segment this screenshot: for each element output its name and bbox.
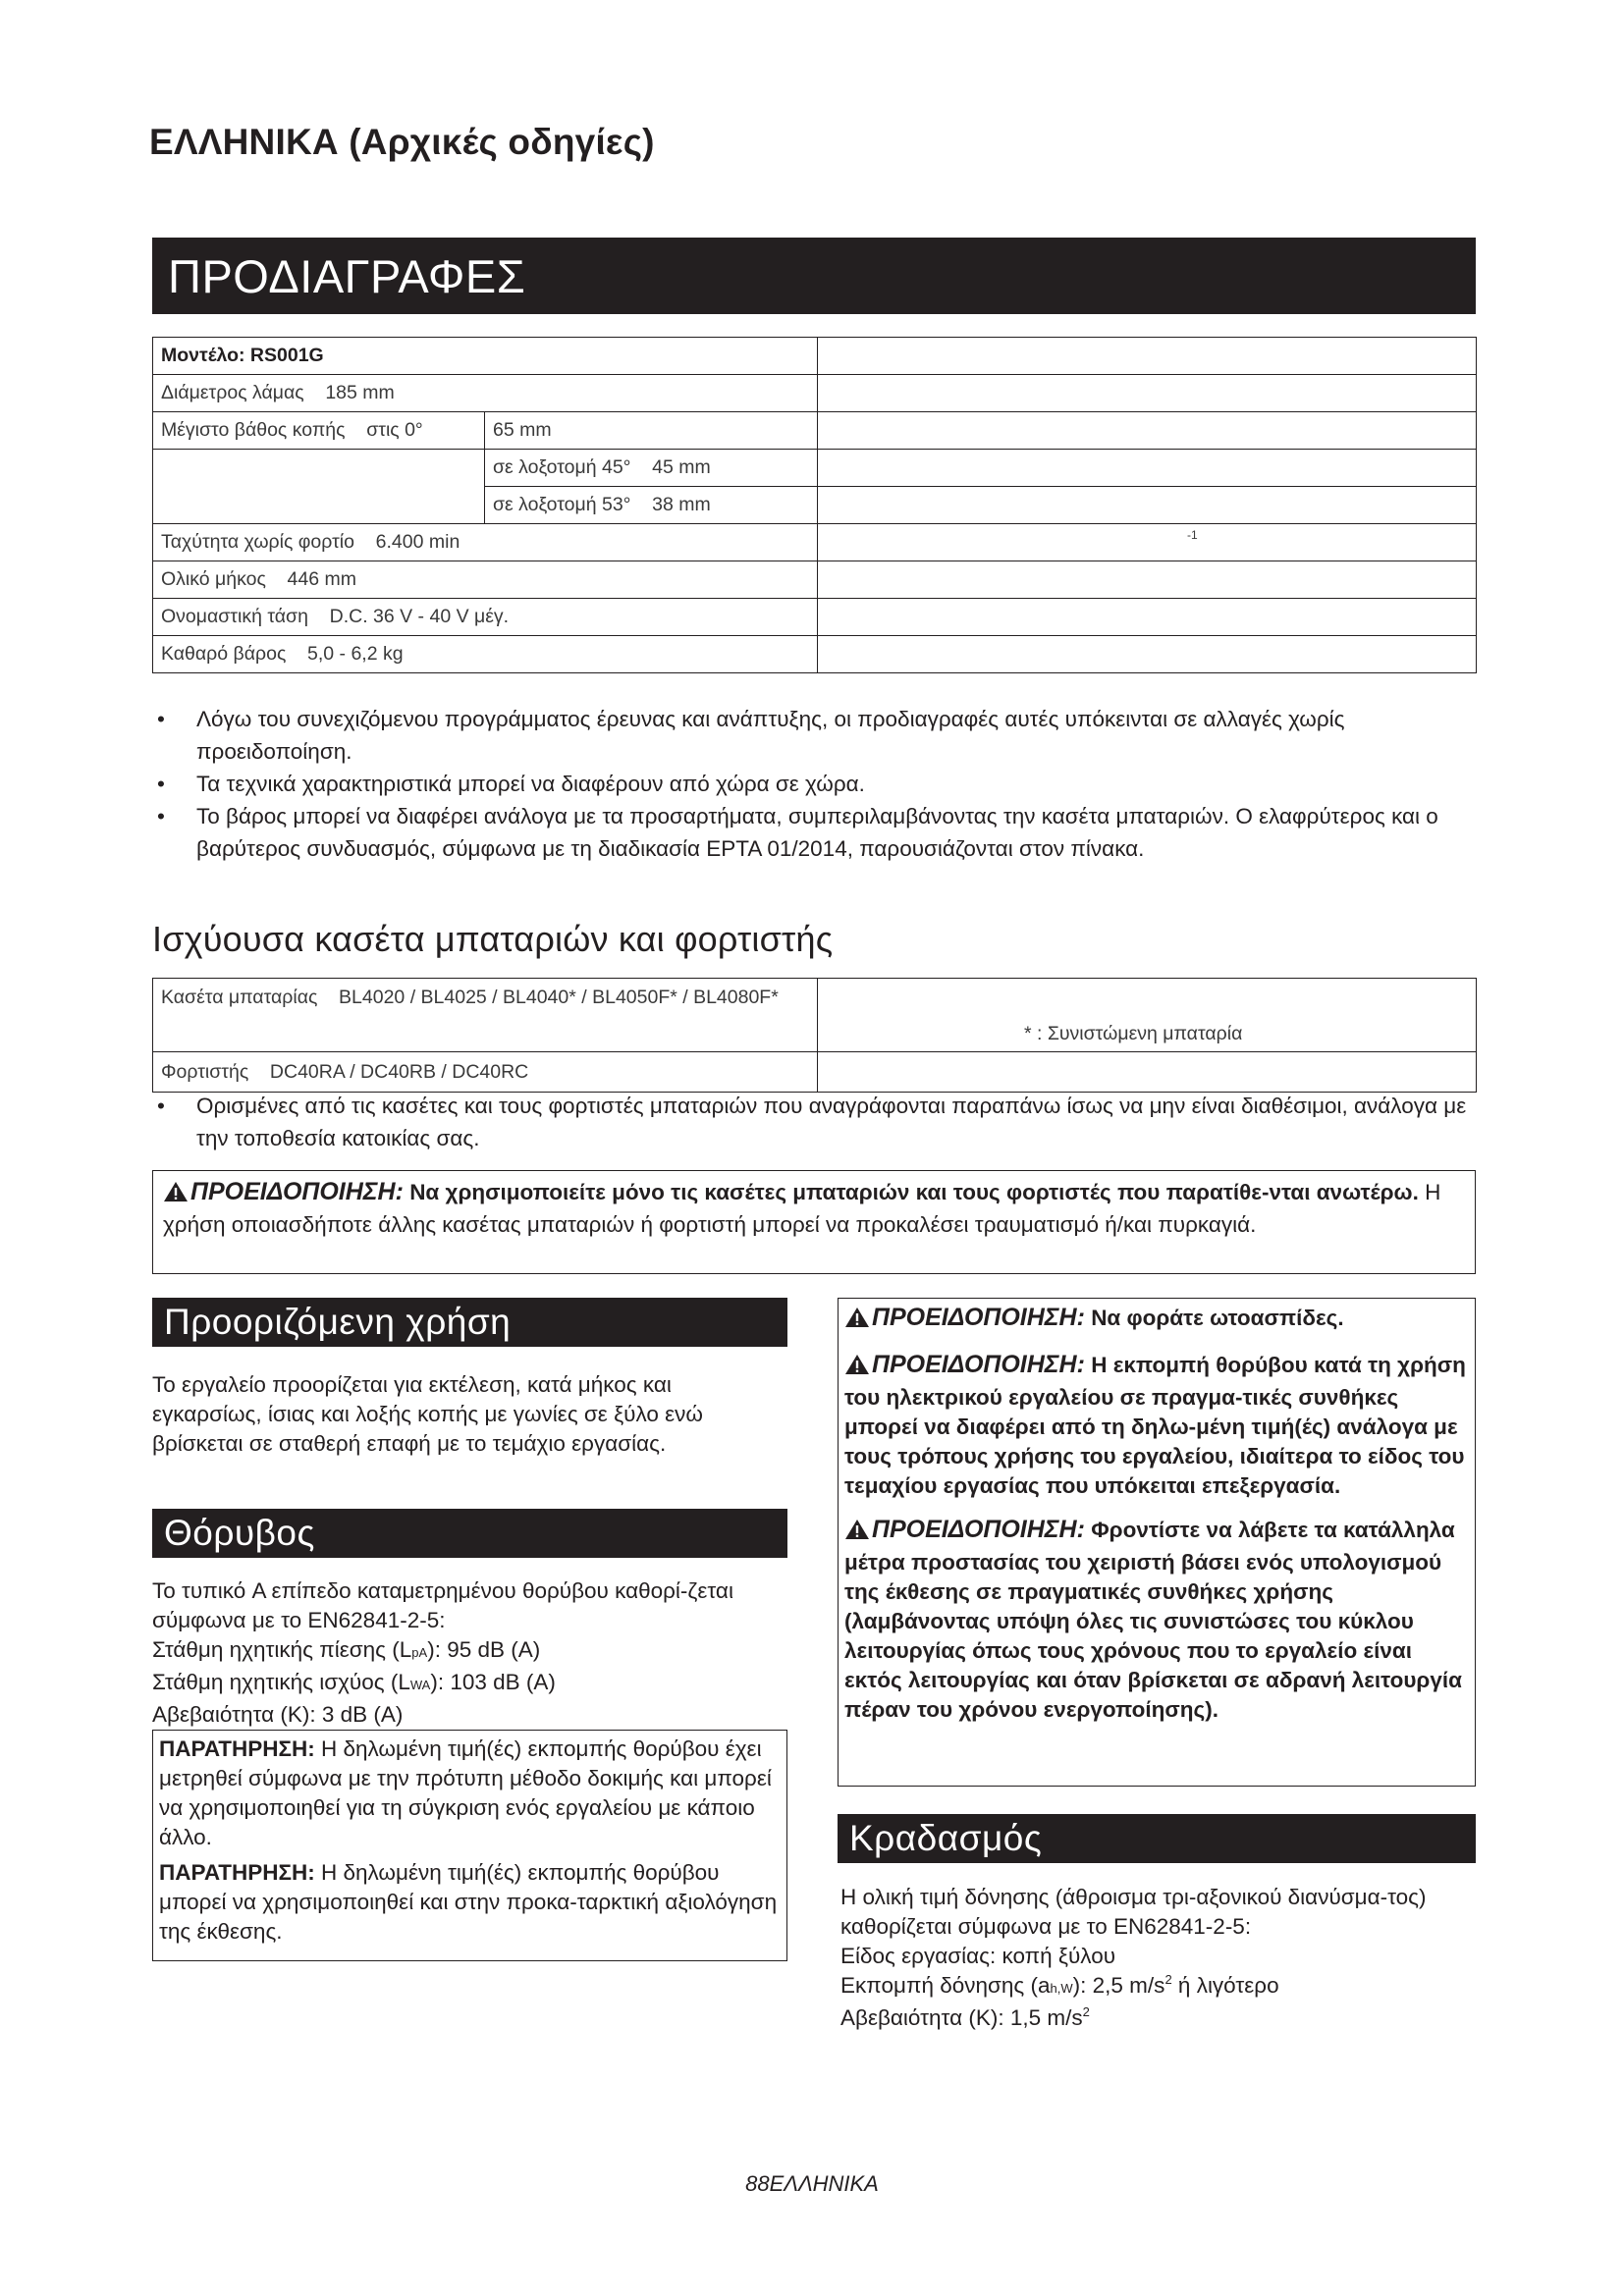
vibration-emission-label: Εκπομπή δόνησης (a (840, 1973, 1051, 1998)
spec-value-empty (818, 636, 1477, 673)
spec-value-empty (818, 338, 1477, 375)
spec-superscript: -1 (1187, 528, 1198, 542)
warning-text: Η εκπομπή θορύβου κατά τη χρήση του ηλεκτρικού εργαλείου σε πραγμα-τικές συνθήκες μπορεί να διαφέρει από τη δηλω-μένη τιμή(ές) ανάλογα με τους τρόπους χρήσης του εργαλείου, ιδιαίτερα το είδος του τεμαχίου εργασίας που υπόκειται επεξεργασία. (844, 1353, 1466, 1498)
warning-triangle-icon (163, 1181, 189, 1210)
list-item: • Το βάρος μπορεί να διαφέρει ανάλογα με τα προσαρτήματα, συμπεριλαμβάνοντας την κασέτα μπαταριών. Ο ελαφρύτερος και ο βαρύτερος συνδυασμός, σύμφωνα με τη διαδικασία EPTA 01/2014, παρουσιάζονται στον πίνακα. (153, 800, 1481, 865)
sound-pressure-value: ): 95 dB (A) (427, 1637, 541, 1662)
list-item: • Ορισμένες από τις κασέτες και τους φορτιστές μπαταριών που αναγράφονται παραπάνω ίσως να μην είναι διαθέσιμοι, ανάλογα με την τοποθεσία κατοικίας σας. (153, 1090, 1481, 1154)
warning-triangle-icon (844, 1519, 870, 1548)
note-label: ΠΑΡΑΤΗΡΗΣΗ: (159, 1860, 315, 1885)
spec-sub-label: στις 0° (366, 419, 423, 441)
warning-triangle-icon (844, 1354, 870, 1383)
spec-label: Ονομαστική τάση (161, 606, 308, 627)
charger-label: Φορτιστής (161, 1060, 249, 1083)
spec-label: Ολικό μήκος (161, 568, 266, 590)
vibration-details (840, 1883, 1477, 2036)
spec-cell (153, 412, 485, 450)
spec-cell (153, 375, 818, 412)
vibration-emission-superscript: 2 (1164, 1972, 1172, 1987)
spec-value-empty (818, 1052, 1477, 1093)
spec-value: 65 mm (493, 419, 552, 441)
noise-intro: Το τυπικό A επίπεδο καταμετρημένου θορύβου καθορί-ζεται σύμφωνα με το EN62841-2-5: (152, 1578, 733, 1632)
noise-note-1 (159, 1735, 781, 1852)
spec-label: Ταχύτητα χωρίς φορτίο (161, 531, 354, 553)
page-language-title: ΕΛΛΗΝΙΚΑ (Αρχικές οδηγίες) (149, 122, 655, 162)
recommended-battery-note: * : Συνιστώμενη μπαταρία (1024, 1023, 1243, 1044)
noise-heading (152, 1509, 787, 1558)
intended-use-heading-text: Προοριζόμενη χρήση (164, 1302, 512, 1342)
spec-value: 446 mm (287, 568, 356, 590)
spec-sub-label: σε λοξοτομή 53° (493, 494, 631, 515)
vibration-emission-value: ): 2,5 m/s (1072, 1973, 1165, 1998)
spec-row-blade-diameter (153, 375, 1477, 412)
vibration-work-mode: Είδος εργασίας: κοπή ξύλου (840, 1944, 1116, 1968)
spec-value-cell (818, 524, 1477, 561)
battery-label: Κασέτα μπαταρίας (161, 987, 318, 1008)
spec-value: 45 mm (652, 456, 711, 478)
noise-warnings-box (838, 1298, 1476, 1787)
warning-text: Η χρήση οποιασδήποτε άλλης κασέτας μπαταριών ή φορτιστή μπορεί να προκαλέσει τραυματισμό ή/και πυρκαγιά. (163, 1180, 1441, 1237)
battery-cell (153, 979, 818, 1052)
vibration-emission-subscript: h,W (1050, 1981, 1073, 1996)
spec-row-rated-voltage (153, 599, 1477, 636)
vibration-heading (838, 1814, 1476, 1863)
specifications-heading-text: ΠΡΟΔΙΑΓΡΑΦΕΣ (168, 249, 526, 302)
list-item: • Λόγω του συνεχιζόμενου προγράμματος έρευνας και ανάπτυξης, οι προδιαγραφές αυτές υπόκεινται σε αλλαγές χωρίς προειδοποίηση. (153, 703, 1481, 768)
warning-label: ΠΡΟΕΙΔΟΠΟΙΗΣΗ: (872, 1304, 1085, 1331)
spec-cell (153, 636, 818, 673)
battery-table (152, 978, 1477, 1093)
spec-value: 38 mm (652, 494, 711, 515)
battery-charger-heading: Ισχύουσα κασέτα μπαταριών και φορτιστής (152, 919, 834, 959)
spec-value: 6.400 min (375, 531, 460, 553)
spec-value: 185 mm (325, 382, 395, 403)
charger-row (153, 1052, 1477, 1093)
sound-pressure-level (152, 1635, 788, 1668)
spec-row-net-weight (153, 636, 1477, 673)
spec-cell (153, 599, 818, 636)
intended-use-heading (152, 1298, 787, 1347)
charger-models: DC40RA / DC40RB / DC40RC (269, 1060, 529, 1083)
spec-value-empty (818, 450, 1477, 487)
sound-pressure-subscript: pA (411, 1645, 428, 1660)
warning-text: Φροντίστε να λάβετε τα κατάλληλα μέτρα προστασίας του χειριστή βάσει ενός υπολογισμού της έκθεσης σε πραγματικές συνθήκες χρήσης (λαμβάνοντας υπόψη όλες τις συνιστώσες του κύκλου λειτουργίας όπως τους χρόνους που το εργαλείο είναι εκτός λειτουργίας και όταν βρίσκεται σε αδρανή λειτουργία πέραν του χρόνου ενεργοποίησης). (844, 1518, 1462, 1722)
spec-cell (485, 450, 818, 487)
battery-notes (153, 1090, 1481, 1154)
spec-row-cut-depth-0 (153, 412, 1477, 450)
vibration-uncertainty-value: Αβεβαιότητα (K): 1,5 m/s (840, 2005, 1083, 2030)
spec-row-cut-depth-53 (153, 487, 1477, 524)
vibration-emission-suffix: ή λιγότερο (1171, 1973, 1279, 1998)
spec-value: D.C. 36 V - 40 V μέγ. (329, 606, 510, 627)
sound-pressure-label: Στάθμη ηχητικής πίεσης (L (152, 1637, 412, 1662)
specification-notes (153, 703, 1481, 865)
spec-value-empty (818, 561, 1477, 599)
vibration-emission (840, 1971, 1477, 2003)
spec-row-overall-length (153, 561, 1477, 599)
battery-warning-box (152, 1170, 1476, 1274)
spec-cell-empty (153, 487, 485, 524)
spec-row-no-load-speed (153, 524, 1477, 561)
sound-power-subscript: WA (409, 1678, 431, 1692)
noise-details (152, 1576, 788, 1730)
list-item: • Τα τεχνικά χαρακτηριστικά μπορεί να διαφέρουν από χώρα σε χώρα. (153, 768, 1481, 800)
spec-value: 5,0 - 6,2 kg (307, 643, 404, 665)
sound-power-level (152, 1668, 788, 1700)
battery-models: BL4020 / BL4025 / BL4040* / BL4050F* / BL4080F* (339, 987, 779, 1008)
noise-heading-text: Θόρυβος (164, 1513, 315, 1553)
warning-text: Να φοράτε ωτοασπίδες. (1091, 1306, 1344, 1330)
warning-label: ΠΡΟΕΙΔΟΠΟΙΗΣΗ: (872, 1351, 1085, 1378)
warning-label: ΠΡΟΕΙΔΟΠΟΙΗΣΗ: (190, 1178, 404, 1205)
spec-cell (485, 412, 818, 450)
sound-power-label: Στάθμη ηχητικής ισχύος (L (152, 1670, 410, 1694)
spec-cell (153, 561, 818, 599)
noise-note-2 (159, 1858, 781, 1947)
note-text: Η δηλωμένη τιμή(ές) εκπομπής θορύβου έχει μετρηθεί σύμφωνα με την πρότυπη μέθοδο δοκιμής και μπορεί να χρησιμοποιηθεί για τη σύγκριση ενός εργαλείου με κάποιο άλλο. (159, 1736, 772, 1849)
spec-cell-empty (153, 450, 485, 487)
warning-bold-text: Να χρησιμοποιείτε μόνο τις κασέτες μπαταριών και τους φορτιστές που παρατίθε-νται ανωτέρω. (409, 1180, 1419, 1204)
warning-noise-emission (844, 1350, 1469, 1501)
spec-label: Διάμετρος λάμας (161, 382, 304, 403)
warning-ear-protection (844, 1303, 1469, 1336)
sound-power-value: ): 103 dB (A) (430, 1670, 556, 1694)
spec-value-empty (818, 599, 1477, 636)
vibration-intro: Η ολική τιμή δόνησης (άθροισμα τρι-αξονικού διανύσμα-τος) καθορίζεται σύμφωνα με το EN62841-2-5: (840, 1885, 1427, 1939)
spec-row-cut-depth-45 (153, 450, 1477, 487)
vibration-uncertainty-superscript: 2 (1082, 2004, 1090, 2019)
specifications-heading (152, 238, 1476, 314)
warning-triangle-icon (844, 1307, 870, 1336)
warning-operator-protection (844, 1515, 1469, 1725)
spec-label: Καθαρό βάρος (161, 643, 287, 665)
spec-sub-label: σε λοξοτομή 45° (493, 456, 631, 478)
spec-label: Μέγιστο βάθος κοπής (161, 419, 346, 441)
battery-note-cell (818, 979, 1477, 1052)
model-cell: Μοντέλο: RS001G (153, 338, 818, 375)
spec-value-empty (818, 375, 1477, 412)
vibration-uncertainty (840, 2003, 1477, 2036)
noise-note-box (152, 1730, 787, 1961)
specifications-table (152, 337, 1477, 673)
charger-cell (153, 1052, 818, 1093)
spec-cell (485, 487, 818, 524)
warning-label: ΠΡΟΕΙΔΟΠΟΙΗΣΗ: (872, 1516, 1085, 1543)
page-number: 88ΕΛΛΗΝΙΚΑ (745, 2171, 879, 2196)
battery-row (153, 979, 1477, 1052)
spec-cell (153, 524, 818, 561)
spec-row-model (153, 338, 1477, 375)
spec-value-empty (818, 412, 1477, 450)
noise-uncertainty: Αβεβαιότητα (K): 3 dB (A) (152, 1702, 404, 1727)
note-text: Η δηλωμένη τιμή(ές) εκπομπής θορύβου μπορεί να χρησιμοποιηθεί και στην προκα-ταρκτική αξιολόγηση της έκθεσης. (159, 1860, 778, 1944)
vibration-heading-text: Κραδασμός (849, 1818, 1043, 1858)
note-label: ΠΑΡΑΤΗΡΗΣΗ: (159, 1736, 315, 1761)
intended-use-text: Το εργαλείο προορίζεται για εκτέλεση, κατά μήκος και εγκαρσίως, ίσιας και λοξής κοπής με γωνίες σε ξύλο ενώ βρίσκεται σε σταθερή επαφή με το τεμάχιο εργασίας. (152, 1372, 703, 1456)
spec-value-empty (818, 487, 1477, 524)
